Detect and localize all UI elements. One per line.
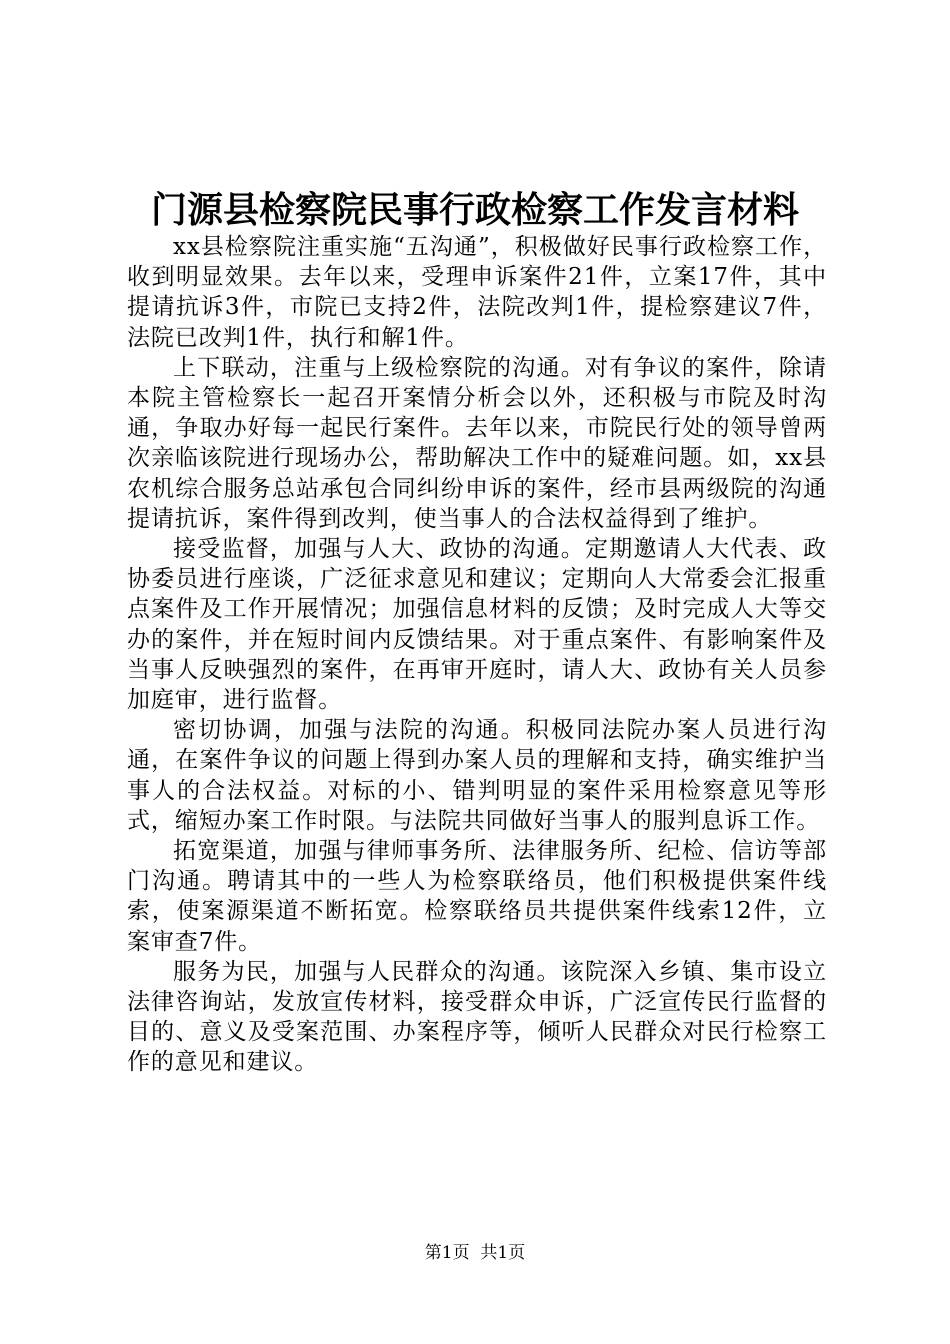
document-title: 门源县检察院民事行政检察工作发言材料 — [150, 189, 799, 231]
document-body — [127, 232, 827, 1078]
paragraph-6: 服务为民，加强与人民群众的沟通。该院深入乡镇、集市设立法律咨询站，发放宣传材料，接受群众申诉，广泛宣传民行监督的目的、意义及受案范围、办案程序等，倾听人民群众对民行检察工作的意见和建议。 — [127, 958, 827, 1076]
paragraph-2: 上下联动，注重与上级检察院的沟通。对有争议的案件，除请本院主管检察长一起召开案情分析会以外，还积极与市院及时沟通，争取办好每一起民行案件。去年以来，市院民行处的领导曾两次亲临该院进行现场办公，帮助解决工作中的疑难问题。如，xx县农机综合服务总站承包合同纠纷申诉的案件，经市县两级院的沟通提请抗诉，案件得到改判，使当事人的合法权益得到了维护。 — [127, 354, 827, 532]
paragraph-1: xx县检察院注重实施“五沟通”，积极做好民事行政检察工作，收到明显效果。去年以来，受理申诉案件21件，立案17件，其中提请抗诉3件，市院已支持2件，法院改判1件，提检察建议7件，法院已改判1件，执行和解1件。 — [127, 234, 827, 351]
paragraph-4: 密切协调，加强与法院的沟通。积极同法院办案人员进行沟通，在案件争议的问题上得到办案人员的理解和支持，确实维护当事人的合法权益。对标的小、错判明显的案件采用检察意见等形式，缩短办案工作时限。与法院共同做好当事人的服判息诉工作。 — [127, 717, 827, 834]
page-number-footer: 第1页 共1页 — [424, 1243, 526, 1263]
paragraph-3: 接受监督，加强与人大、政协的沟通。定期邀请人大代表、政协委员进行座谈，广泛征求意见和建议；定期向人大常委会汇报重点案件及工作开展情况；加强信息材料的反馈；及时完成人大等交办的案件，并在短时间内反馈结果。对于重点案件、有影响案件及当事人反映强烈的案件，在再审开庭时，请人大、政协有关人员参加庭审，进行监督。 — [127, 536, 827, 714]
paragraph-5: 拓宽渠道，加强与律师事务所、法律服务所、纪检、信访等部门沟通。聘请其中的一些人为检察联络员，他们积极提供案件线索，使案源渠道不断拓宽。检察联络员共提供案件线索12件，立案审查7件。 — [127, 838, 827, 955]
